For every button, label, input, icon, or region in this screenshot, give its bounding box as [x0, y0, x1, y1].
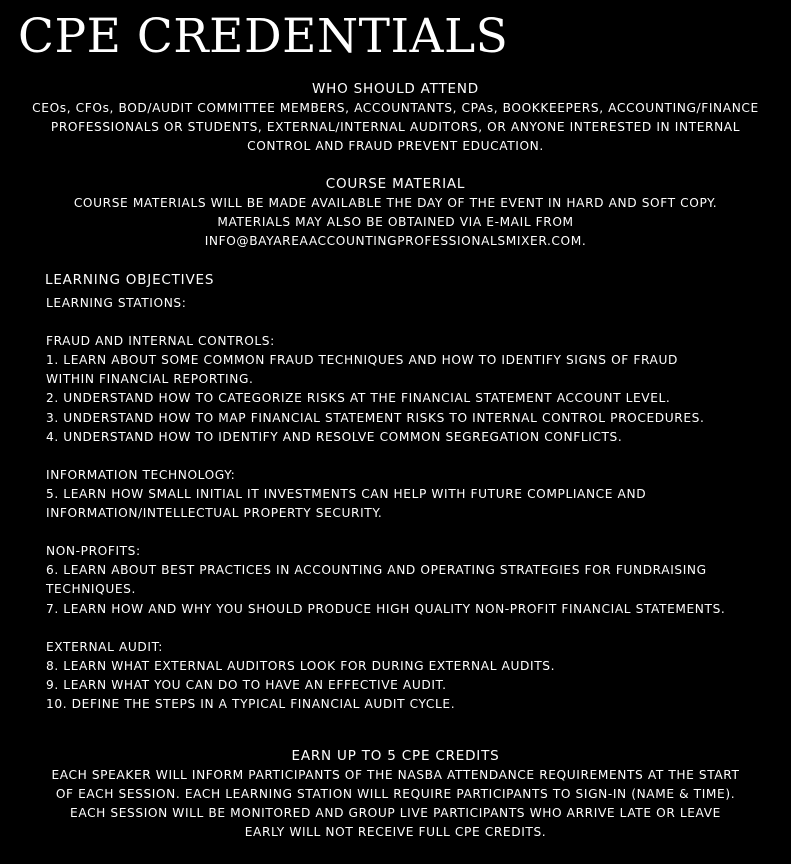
text-line: COURSE MATERIALS WILL BE MADE AVAILABLE THE DAY OF THE EVENT IN HARD AND SOFT COPY.	[73, 196, 718, 210]
text-line: CONTROL AND FRAUD PREVENT EDUCATION.	[247, 139, 544, 154]
course-material-text	[0, 194, 791, 251]
it-heading: INFORMATION TECHNOLOGY:	[46, 467, 236, 482]
cpe-credits-heading: EARN UP TO 5 CPE CREDITS	[291, 748, 500, 764]
who-should-attend-section	[0, 80, 791, 156]
external-audit-heading: EXTERNAL AUDIT:	[46, 639, 164, 654]
nonprofits-heading: NON-PROFITS:	[46, 544, 141, 559]
objective-item: TECHNIQUES.	[46, 582, 136, 597]
who-should-attend-heading: WHO SHOULD ATTEND	[312, 81, 479, 97]
text-line: OF EACH SESSION. EACH LEARNING STATION WILL REQUIRE PARTICIPANTS TO SIGN-IN (NAME & TIME).	[55, 787, 736, 802]
fraud-heading: FRAUD AND INTERNAL CONTROLS:	[46, 334, 275, 349]
course-material-section	[0, 175, 791, 251]
objective-item: 8. LEARN WHAT EXTERNAL AUDITORS LOOK FOR DURING EXTERNAL AUDITS.	[46, 658, 556, 673]
text-line: EARLY WILL NOT RECEIVE FULL CPE CREDITS.	[244, 825, 547, 840]
learning-stations-label: LEARNING STATIONS:	[46, 296, 187, 310]
text-line: INFO@BAYAREAACCOUNTINGPROFESSIONALSMIXER.COM.	[204, 234, 587, 249]
objective-item: 10. DEFINE THE STEPS IN A TYPICAL FINANCIAL AUDIT CYCLE.	[46, 696, 456, 711]
text-line: PROFESSIONALS OR STUDENTS, EXTERNAL/INTERNAL AUDITORS, OR ANYONE INTERESTED IN INTERNAL	[50, 120, 741, 135]
spacer	[46, 523, 786, 542]
objective-item: WITHIN FINANCIAL REPORTING.	[46, 372, 254, 387]
objective-item: 9. LEARN WHAT YOU CAN DO TO HAVE AN EFFECTIVE AUDIT.	[46, 677, 447, 692]
objective-item: INFORMATION/INTELLECTUAL PROPERTY SECURITY.	[46, 506, 383, 521]
spacer	[46, 619, 786, 638]
text-line: CEOs, CFOs, BOD/AUDIT COMMITTEE MEMBERS, ACCOUNTANTS, CPAs, BOOKKEEPERS, ACCOUNTING/FINANCE	[32, 101, 759, 115]
text-line: EACH SPEAKER WILL INFORM PARTICIPANTS OF THE NASBA ATTENDANCE REQUIREMENTS AT THE START	[51, 768, 740, 782]
objective-item: 4. UNDERSTAND HOW TO IDENTIFY AND RESOLVE COMMON SEGREGATION CONFLICTS.	[46, 429, 623, 444]
objective-item: 6. LEARN ABOUT BEST PRACTICES IN ACCOUNTING AND OPERATING STRATEGIES FOR FUNDRAISING	[46, 563, 707, 578]
who-should-attend-text	[0, 99, 791, 156]
spacer	[46, 313, 786, 332]
learning-objectives-section	[46, 294, 786, 714]
page-title: CPE CREDENTIALS	[18, 9, 509, 64]
objective-item: 7. LEARN HOW AND WHY YOU SHOULD PRODUCE HIGH QUALITY NON-PROFIT FINANCIAL STATEMENTS.	[46, 601, 726, 616]
spacer	[46, 447, 786, 466]
cpe-credits-text	[0, 766, 791, 842]
objective-item: 2. UNDERSTAND HOW TO CATEGORIZE RISKS AT THE FINANCIAL STATEMENT ACCOUNT LEVEL.	[46, 391, 671, 406]
learning-objectives-text	[46, 294, 786, 714]
objective-item: 1. LEARN ABOUT SOME COMMON FRAUD TECHNIQUES AND HOW TO IDENTIFY SIGNS OF FRAUD	[46, 353, 678, 368]
text-line: MATERIALS MAY ALSO BE OBTAINED VIA E-MAIL FROM	[217, 215, 574, 230]
cpe-credits-section	[0, 747, 791, 842]
learning-objectives-heading: LEARNING OBJECTIVES	[45, 272, 215, 288]
text-line: EACH SESSION WILL BE MONITORED AND GROUP LIVE PARTICIPANTS WHO ARRIVE LATE OR LEAVE	[70, 806, 721, 821]
objective-item: 3. UNDERSTAND HOW TO MAP FINANCIAL STATEMENT RISKS TO INTERNAL CONTROL PROCEDURES.	[46, 410, 705, 425]
objective-item: 5. LEARN HOW SMALL INITIAL IT INVESTMENTS CAN HELP WITH FUTURE COMPLIANCE AND	[46, 486, 647, 501]
course-material-heading: COURSE MATERIAL	[325, 176, 466, 192]
